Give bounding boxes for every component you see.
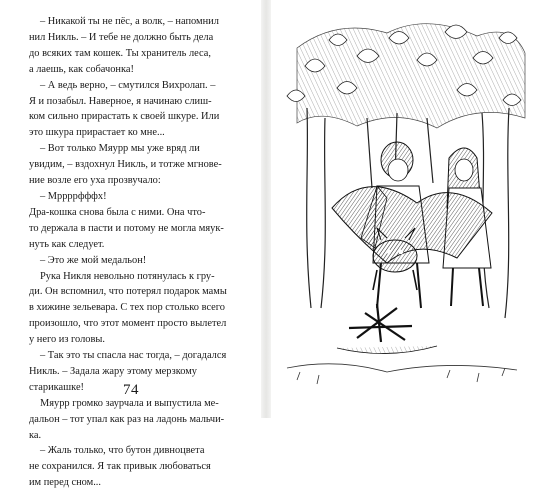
book-gutter bbox=[261, 0, 271, 418]
text-line: Дра-кошка снова была с ними. Она что- bbox=[29, 206, 206, 218]
right-page bbox=[271, 0, 533, 418]
text-line: Я и позабыл. Наверное, я начинаю слиш- bbox=[29, 95, 212, 107]
page-number: 74 bbox=[123, 382, 139, 398]
text-line: то держала в пасти и потому не могла мяук- bbox=[29, 222, 224, 234]
text-line: а лаешь, как собачонка! bbox=[29, 63, 134, 75]
text-line: Рука Никля невольно потянулась к гру- bbox=[40, 270, 215, 282]
ground-grass bbox=[287, 364, 517, 384]
forest-canopy bbox=[287, 24, 525, 128]
text-line: произошло, что этот момент просто вылетел bbox=[29, 318, 227, 330]
text-line: – А ведь верно, – смутился Вихролап. – bbox=[40, 79, 216, 91]
text-line: Никль. – Задала жару этому мерзкому bbox=[29, 365, 197, 377]
text-line: ние возле его уха прозвучало: bbox=[29, 175, 161, 187]
text-line: – Так это ты спасла нас тогда, – догадался bbox=[40, 350, 227, 362]
text-line: до всяких там кошек. Ты хранитель леса, bbox=[29, 47, 211, 59]
text-line: им перед сном... bbox=[29, 477, 101, 489]
text-line: – Это же мой медальон! bbox=[40, 254, 147, 266]
text-line: ди. Он вспомнил, что потерял подарок мамы bbox=[29, 286, 227, 298]
text-line: это шкура прирастает ко мне... bbox=[29, 127, 165, 139]
text-line: Мяурр громко заурчала и выпустила ме- bbox=[40, 397, 219, 409]
text-line: увидим, – вздохнул Никль, и тотже мгнове- bbox=[29, 159, 222, 171]
text-line: в хижине зельевара. С тех пор столько всего bbox=[29, 302, 225, 314]
text-line: нуть как следует. bbox=[29, 238, 105, 250]
text-line: – Мррррфффх! bbox=[40, 190, 107, 202]
dragon-cat-creature bbox=[332, 187, 492, 290]
text-line: ка. bbox=[29, 429, 42, 441]
text-line: – Жаль только, что бутон дивноцвета bbox=[40, 445, 205, 457]
text-line: нил Никль. – И тебе не должно быть дела bbox=[29, 31, 214, 43]
text-line: – Никакой ты не пёс, а волк, – напомнил bbox=[40, 16, 219, 27]
text-line: дальон – тот упал как раз на ладонь мальчи- bbox=[29, 413, 225, 425]
page-text bbox=[29, 14, 257, 491]
campfire-logs bbox=[337, 304, 437, 354]
text-line: не сохранился. Я так привык любоваться bbox=[29, 461, 211, 473]
text-line: старикашке! bbox=[29, 381, 85, 393]
forest-illustration bbox=[277, 8, 527, 410]
text-line: у него из головы. bbox=[29, 334, 105, 346]
text-line: – Вот только Мяурр мы уже вряд ли bbox=[40, 143, 200, 155]
text-line: ком сильно прирастать к своей шкуре. Или bbox=[29, 111, 220, 123]
left-page bbox=[0, 0, 262, 489]
